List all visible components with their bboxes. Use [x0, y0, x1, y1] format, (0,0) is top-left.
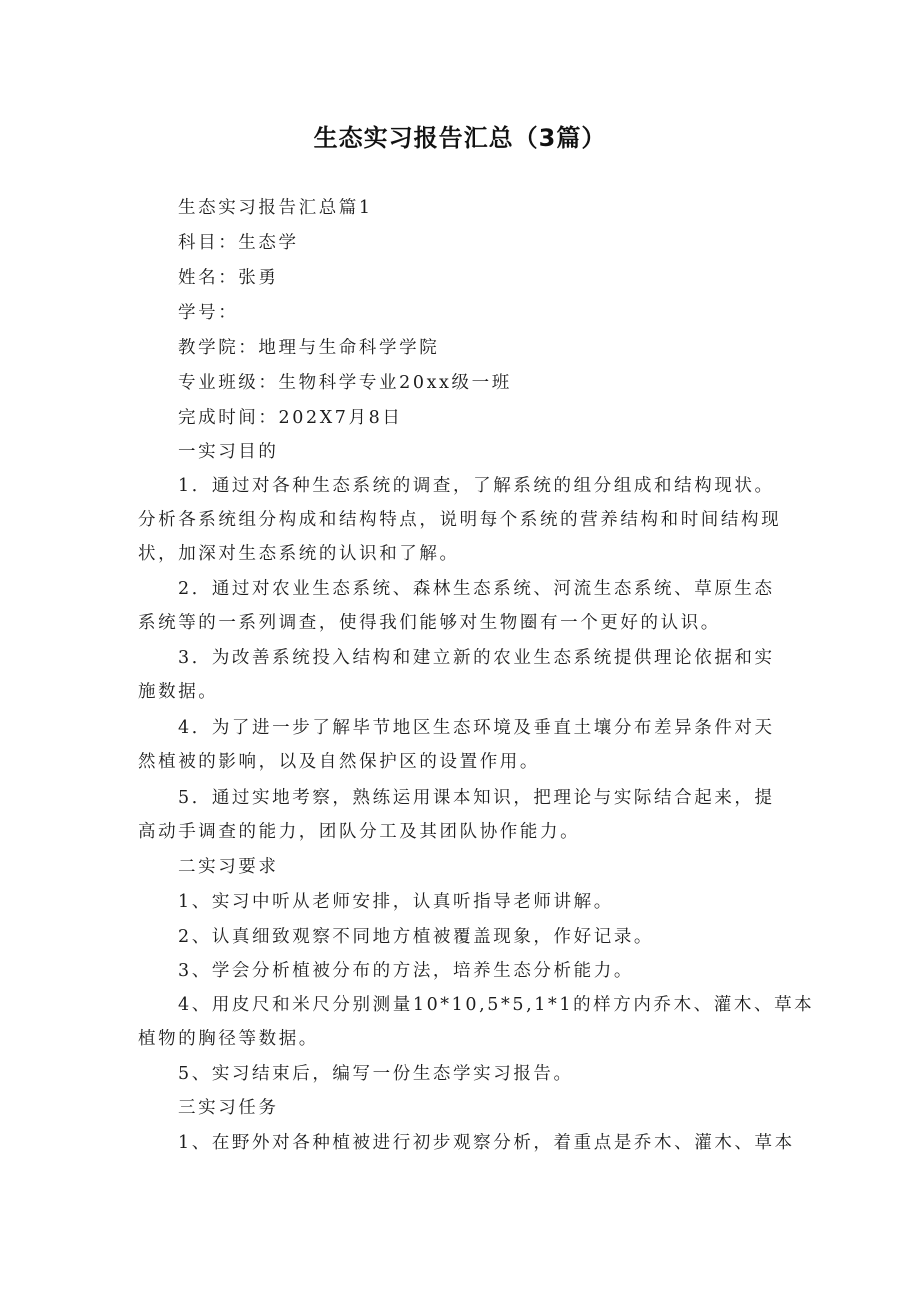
paragraph-line: 4．为了进一步了解毕节地区生态环境及垂直土壤分布差异条件对天: [178, 718, 775, 738]
field-date: 完成时间：202X7月8日: [178, 408, 403, 428]
section-heading-1: 生态实习报告汇总篇1: [178, 198, 373, 218]
list-item: 5、实习结束后，编写一份生态学实习报告。: [178, 1064, 574, 1084]
field-class: 专业班级：生物科学专业20xx级一班: [178, 373, 512, 393]
list-item-continuation: 植物的胸径等数据。: [138, 1029, 319, 1049]
paragraph-line: 2．通过对农业生态系统、森林生态系统、河流生态系统、草原生态: [178, 579, 775, 599]
field-student-id: 学号：: [178, 303, 239, 323]
paragraph-line: 施数据。: [138, 682, 219, 702]
list-item: 2、认真细致观察不同地方植被覆盖现象，作好记录。: [178, 927, 655, 947]
document-title: 生态实习报告汇总（3篇）: [313, 124, 607, 152]
heading-purpose: 一实习目的: [178, 442, 279, 462]
field-name: 姓名：张勇: [178, 268, 279, 288]
list-item: 1、在野外对各种植被进行初步观察分析，着重点是乔木、灌木、草本: [178, 1133, 795, 1153]
paragraph-line: 然植被的影响，以及自然保护区的设置作用。: [138, 752, 540, 772]
paragraph-line: 状，加深对生态系统的认识和了解。: [138, 544, 460, 564]
paragraph-line: 3．为改善系统投入结构和建立新的农业生态系统提供理论依据和实: [178, 648, 775, 668]
paragraph-line: 系统等的一系列调查，使得我们能够对生物圈有一个更好的认识。: [138, 613, 721, 633]
heading-tasks: 三实习任务: [178, 1098, 279, 1118]
paragraph-line: 5．通过实地考察，熟练运用课本知识，把理论与实际结合起来，提: [178, 788, 775, 808]
list-item: 1、实习中听从老师安排，认真听指导老师讲解。: [178, 892, 614, 912]
field-subject: 科目：生态学: [178, 233, 299, 253]
list-item: 4、用皮尺和米尺分别测量10*10,5*5,1*1的样方内乔木、灌木、草本: [178, 995, 815, 1015]
paragraph-line: 1．通过对各种生态系统的调查，了解系统的组分组成和结构现状。: [178, 476, 775, 496]
field-college: 教学院：地理与生命科学学院: [178, 338, 440, 358]
list-item: 3、学会分析植被分布的方法，培养生态分析能力。: [178, 961, 634, 981]
paragraph-line: 高动手调查的能力，团队分工及其团队协作能力。: [138, 822, 581, 842]
heading-requirements: 二实习要求: [178, 857, 279, 877]
paragraph-line: 分析各系统组分构成和结构特点，说明每个系统的营养结构和时间结构现: [138, 510, 782, 530]
